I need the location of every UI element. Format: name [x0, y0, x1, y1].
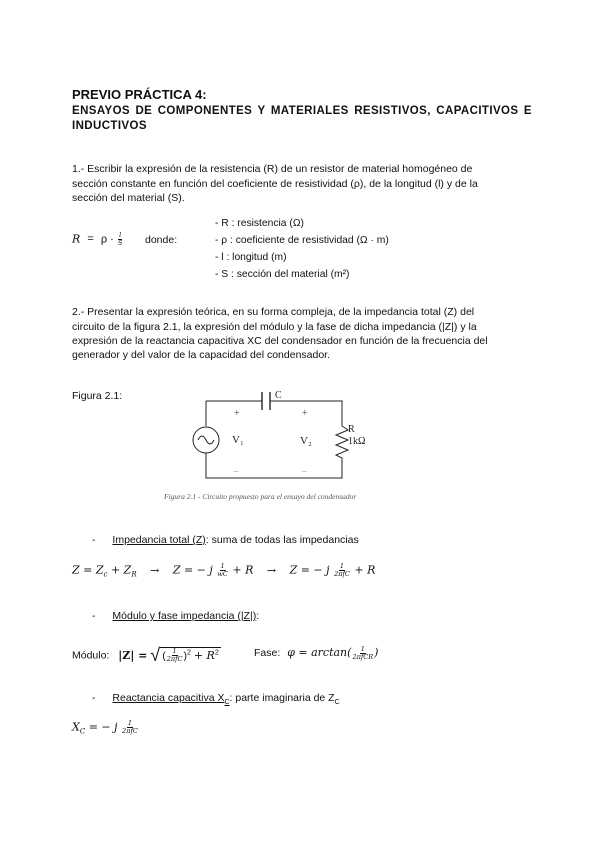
reactancia-heading-rest: : parte imaginaria de Z: [229, 692, 335, 704]
plus-r: + R: [354, 563, 376, 577]
reactancia-formula: [72, 720, 139, 736]
frac-denominator: 2πfCR: [352, 652, 374, 661]
frac-numerator: 1: [172, 647, 177, 656]
plus-r: + R: [232, 563, 254, 577]
fase-formula: [254, 645, 378, 661]
list-item: - R : resistencia (Ω): [215, 218, 304, 229]
frac-numerator: 1: [220, 562, 225, 570]
reactancia-heading: [92, 691, 340, 710]
q2-line-4: generador y del valor de la capacidad del condensador.: [72, 349, 331, 361]
q1-line-1: 1.- Escribir la expresión de la resistencia (R) de un resistor de material homogéneo de: [72, 163, 473, 175]
reactancia-heading-text: Reactancia capacitiva X: [112, 692, 225, 704]
donde-label: donde:: [145, 234, 178, 246]
modulo-expression: |Z| =: [118, 648, 148, 662]
q2-line-2: circuito de la figura 2.1, la expresión del módulo y la fase de dicha impedancia (|Z|) y la: [72, 321, 477, 333]
wire-bottom: [206, 453, 342, 478]
v2-label: V₂: [300, 435, 312, 447]
frac-numerator: 1: [127, 719, 133, 727]
resistor-label: R: [348, 424, 355, 435]
sqrt-content: ( $\frac{1}{\text{2πfC}}$ )$^2 + R^2$: [162, 647, 219, 664]
list-item: - ρ : coeficiente de resistividad (Ω · m): [215, 235, 389, 246]
plus-sign-left: +: [234, 408, 240, 419]
reactancia-rest-sub: C: [334, 699, 340, 707]
formula-eq: =: [87, 233, 94, 246]
formula-lhs: R: [72, 232, 81, 246]
x-subscript: C: [79, 727, 86, 736]
frac-denominator: S: [117, 239, 123, 247]
q1-line-3: sección del material (S).: [72, 192, 185, 204]
figure-label: Figura 2.1:: [72, 390, 123, 402]
impedance-heading-rest: : suma de todas las impedancias: [205, 534, 359, 546]
fase-close: ): [374, 646, 379, 659]
arrow-icon: →: [150, 563, 160, 577]
fraction-mod: [167, 648, 183, 663]
zc-subscript: c: [103, 570, 108, 579]
resistor-icon: [336, 426, 348, 462]
reactancia-heading-sub: C: [224, 699, 230, 707]
q2-line-3: expresión de la reactancia capacitiva XC del condensador en función de la frecuencia del: [72, 335, 488, 347]
circuit-diagram: [180, 384, 410, 484]
frac-denominator: 2πfC: [122, 727, 138, 735]
frac-denominator: wC: [217, 570, 228, 578]
modulo-heading-colon: :: [256, 610, 260, 622]
v1-label: V₁: [232, 434, 244, 446]
fase-label: Fase:: [254, 647, 281, 659]
sine-wave-icon: [198, 436, 214, 444]
fase-expression: φ = arctan(: [287, 646, 352, 659]
zr-symbol: Z: [123, 563, 132, 577]
modulo-heading: [92, 609, 259, 624]
formula-rho: ρ ·: [100, 233, 114, 246]
bullet: -: [92, 692, 96, 704]
fraction-1-wc: [217, 563, 228, 578]
modulo-formula: [72, 645, 221, 664]
formula-fraction: [118, 232, 122, 247]
z-symbol: Z: [72, 563, 80, 577]
bullet: -: [92, 534, 96, 546]
subtitle-line-2: INDUCTIVOS: [72, 120, 147, 132]
minus-sign-left: –: [234, 466, 239, 476]
fraction-reactancia: [122, 720, 138, 735]
plus-sign-right: +: [302, 408, 308, 419]
frac-numerator: 1: [339, 562, 345, 570]
modulo-heading-text: Módulo y fase impedancia (|Z|): [112, 610, 257, 622]
sqrt-icon: √: [150, 645, 161, 666]
impedance-heading: [92, 533, 359, 548]
modulo-label: Módulo:: [72, 649, 110, 662]
resistor-value: 1kΩ: [348, 436, 366, 447]
z-minus-j: Z = − j: [172, 563, 213, 577]
subtitle-line-1: ENSAYOS DE COMPONENTES Y MATERIALES RESISTIVOS, CAPACITIVOS E: [72, 105, 532, 117]
q1-line-2: sección constante en función del coeficiente de resistividad (ρ), de la longitud (l) y de la: [72, 178, 478, 190]
bullet: -: [92, 610, 96, 622]
list-item: - S : sección del material (m²): [215, 269, 350, 280]
capacitor-label: C: [275, 390, 282, 401]
figure-caption: Figura 2.1 - Circuito propuesto para el ensayo del condensador: [164, 492, 357, 501]
frac-numerator: l: [119, 231, 122, 239]
impedance-formula: [72, 563, 375, 579]
fraction-1-2pifc: [334, 563, 350, 578]
x-symbol: X: [72, 720, 80, 734]
frac-numerator: 1: [360, 644, 365, 653]
list-item: - l : longitud (m): [215, 252, 287, 263]
plus-sign: +: [110, 563, 121, 577]
variable-list: [215, 215, 389, 283]
page-title: PREVIO PRÁCTICA 4:: [72, 87, 207, 102]
q2-line-1: 2.- Presentar la expresión teórica, en su forma compleja, de la impedancia total (Z) del: [72, 306, 475, 318]
zc-symbol: Z: [95, 563, 104, 577]
eq-minus-j: = − j: [88, 720, 118, 734]
zr-subscript: R: [131, 570, 137, 579]
resistance-formula: [72, 232, 123, 247]
fraction-fase: [352, 646, 373, 661]
minus-sign-right: –: [302, 466, 307, 476]
impedance-heading-text: Impedancia total (Z): [112, 534, 206, 546]
eq-sign: =: [83, 563, 93, 577]
frac-denominator: 2πfC: [334, 570, 350, 578]
frac-denominator: 2πfC: [166, 655, 183, 664]
plus-r: + R: [193, 648, 215, 662]
z-minus-j: Z = − j: [289, 563, 330, 577]
arrow-icon: →: [266, 563, 277, 577]
